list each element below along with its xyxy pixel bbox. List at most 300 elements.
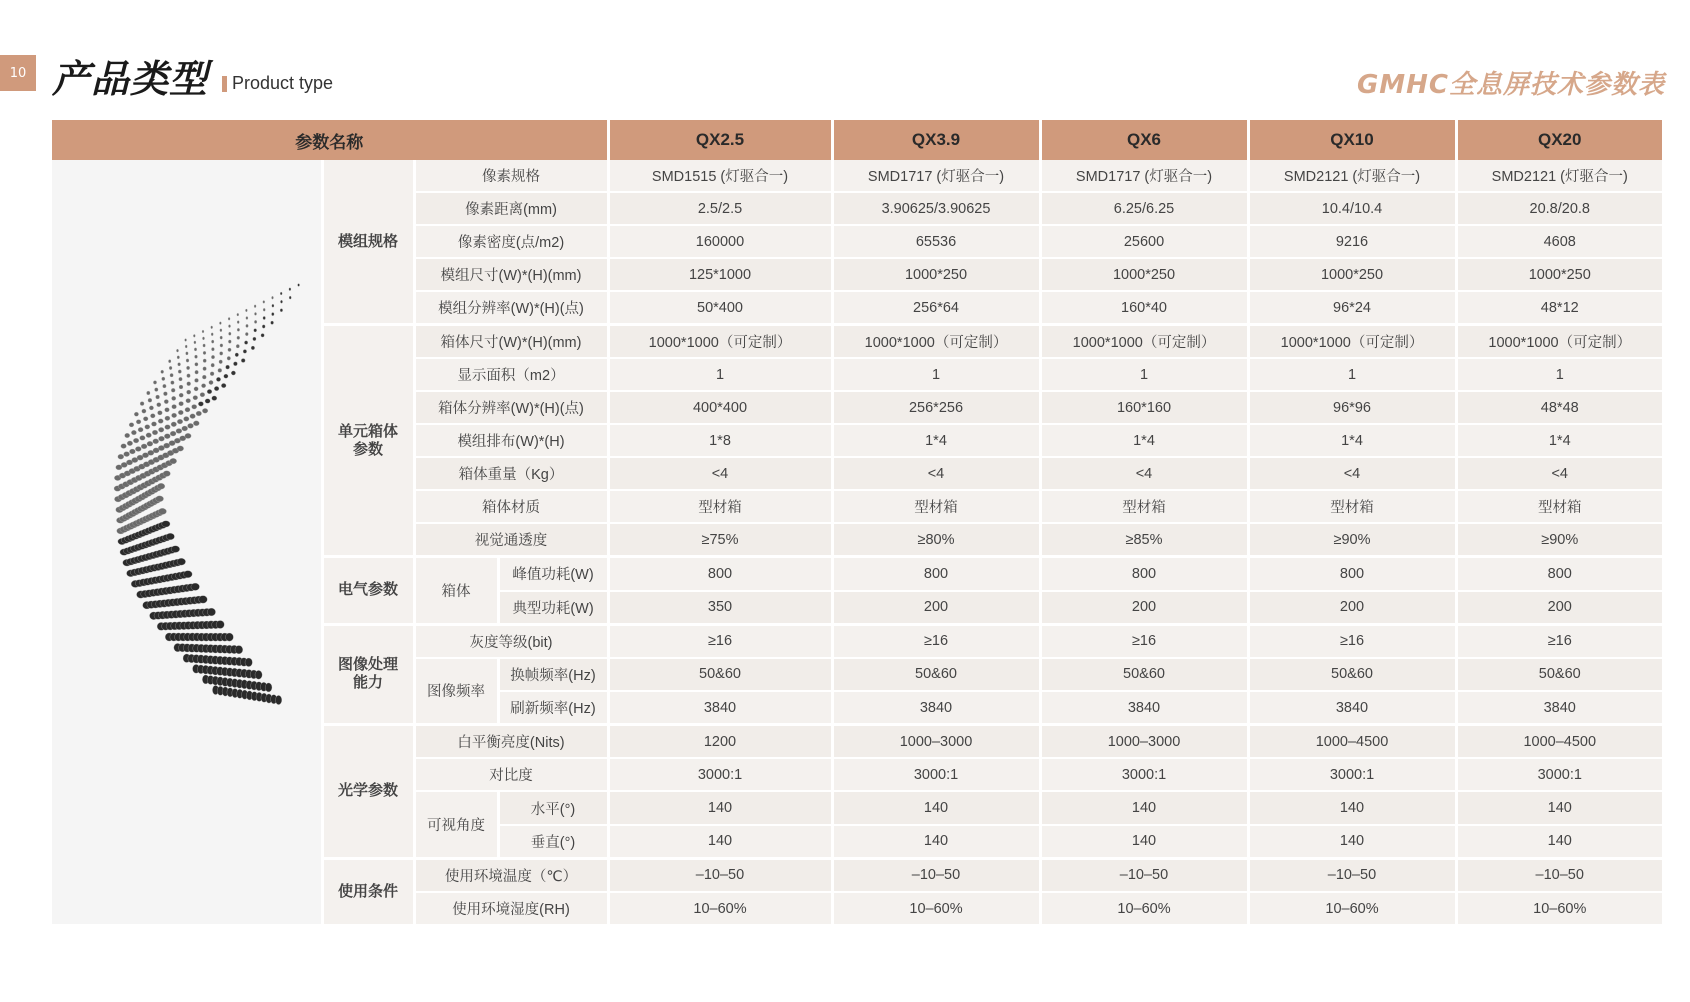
cell-value: ≥16 [1040, 624, 1248, 658]
cell-value: 96*96 [1248, 391, 1456, 424]
led-dot [275, 695, 281, 704]
header-model: QX3.9 [832, 120, 1040, 160]
led-dot [200, 393, 205, 397]
led-dot [193, 396, 198, 400]
led-dot [289, 296, 291, 299]
led-dot [203, 344, 206, 347]
cell-value: 1000–4500 [1248, 725, 1456, 759]
row-label: 白平衡亮度(Nits) [414, 725, 608, 759]
led-dot [224, 374, 228, 378]
led-dot [185, 407, 190, 412]
led-dot [246, 324, 249, 327]
led-dot [246, 317, 248, 320]
group-label-line: 能力 [352, 674, 383, 692]
led-dot [188, 423, 194, 428]
led-dot [177, 446, 184, 451]
led-dot [253, 337, 256, 341]
row-label: 箱体重量（Kg） [414, 457, 608, 490]
led-dot [164, 434, 170, 439]
cell-value: 50&60 [608, 658, 832, 691]
led-dot [221, 383, 226, 387]
led-dot [171, 546, 180, 553]
led-dot [172, 405, 177, 409]
led-dot [124, 452, 130, 457]
cell-value: 48*12 [1456, 291, 1662, 325]
cell-value: 型材箱 [1040, 490, 1248, 523]
cell-value: 1000*250 [1248, 258, 1456, 291]
row-label: 换帧频率(Hz) [498, 658, 608, 691]
led-dot [158, 411, 163, 415]
led-dot [214, 386, 219, 390]
led-dot [138, 427, 143, 432]
led-dot [192, 405, 197, 410]
led-dot [211, 363, 215, 367]
led-dot [245, 658, 252, 667]
led-dot [182, 426, 188, 431]
led-dot [263, 301, 265, 304]
led-dot [254, 329, 257, 332]
led-dot [237, 336, 240, 339]
led-dot [228, 317, 230, 320]
led-dot [179, 385, 183, 389]
row-label: 箱体分辨率(W)*(H)(点) [414, 391, 608, 424]
cell-value: 1000*250 [1040, 258, 1248, 291]
led-dot [168, 360, 171, 363]
cell-value: 10–60% [1456, 892, 1662, 925]
led-dot [165, 408, 170, 412]
led-dot [220, 336, 223, 339]
led-dot [149, 406, 153, 410]
led-dot [198, 402, 203, 407]
cell-value: 3840 [1040, 691, 1248, 725]
cell-value: 50&60 [832, 658, 1040, 691]
led-dot [209, 380, 213, 384]
cell-value: 2.5/2.5 [608, 192, 832, 225]
cell-value: 125*1000 [608, 258, 832, 291]
cell-value: 3840 [1456, 691, 1662, 725]
cell-value: 6.25/6.25 [1040, 192, 1248, 225]
cell-value: 1*4 [1040, 424, 1248, 457]
led-dot [231, 371, 235, 375]
led-dot [185, 339, 187, 342]
led-dot [129, 449, 135, 454]
cell-value: 1000*1000（可定制） [1248, 325, 1456, 359]
led-dot [187, 374, 191, 378]
row-label: 箱体尺寸(W)*(H)(mm) [414, 325, 608, 359]
led-dot [191, 583, 200, 590]
row-label: 视觉通透度 [414, 523, 608, 557]
led-dot [195, 363, 198, 367]
led-dot [176, 429, 182, 434]
cell-value: 140 [608, 791, 832, 824]
cell-value: 200 [1456, 591, 1662, 625]
group-label [322, 325, 414, 557]
cell-value: 1000*1000（可定制） [832, 325, 1040, 359]
led-dot [177, 558, 186, 565]
cell-value: SMD1515 (灯驱合一) [608, 160, 832, 192]
led-dot [237, 328, 240, 331]
led-dot [171, 422, 177, 427]
led-dot [165, 416, 170, 421]
spec-table [52, 120, 1662, 926]
row-label: 箱体材质 [414, 490, 608, 523]
row-label: 峰值功耗(W) [498, 557, 608, 591]
subgroup-label: 可视角度 [414, 791, 498, 858]
led-dot [152, 430, 158, 435]
title-accent-bar [222, 76, 227, 92]
led-dot [245, 309, 247, 312]
cell-value: 1*4 [1456, 424, 1662, 457]
cell-value: 3000:1 [832, 758, 1040, 791]
led-dot [210, 372, 214, 376]
led-dot [121, 444, 127, 449]
led-dot [186, 399, 191, 403]
led-dot [166, 533, 174, 540]
cell-value: 1000*250 [1456, 258, 1662, 291]
row-label: 像素密度(点/m2) [414, 225, 608, 258]
led-dot [186, 359, 189, 362]
cell-value: 1*4 [832, 424, 1040, 457]
group-label: 光学参数 [322, 725, 414, 859]
led-dot [211, 326, 213, 329]
cell-value: <4 [608, 457, 832, 490]
cell-value: 4608 [1456, 225, 1662, 258]
cell-value: 800 [1040, 557, 1248, 591]
led-dot [205, 399, 210, 404]
led-dot [251, 346, 255, 350]
led-dot [159, 436, 165, 441]
led-dot [211, 340, 214, 343]
cell-value: 1000–3000 [1040, 725, 1248, 759]
led-dot [135, 447, 141, 452]
led-dot [211, 333, 213, 336]
cell-value: 140 [1248, 791, 1456, 824]
row-label: 刷新频率(Hz) [498, 691, 608, 725]
led-dot [178, 370, 181, 374]
cell-value: 800 [608, 557, 832, 591]
led-dot [163, 392, 167, 396]
led-dot [177, 419, 183, 424]
led-dot [201, 384, 205, 388]
led-dot [170, 458, 177, 464]
led-dot [219, 322, 221, 325]
cell-value: 50&60 [1248, 658, 1456, 691]
led-dot [194, 341, 196, 344]
cell-value: 型材箱 [1248, 490, 1456, 523]
cell-value: –10–50 [1040, 858, 1248, 892]
led-dot [225, 633, 233, 641]
row-label: 灰度等级(bit) [414, 624, 608, 658]
led-dot [235, 646, 243, 654]
led-dot [171, 388, 175, 392]
cell-value: 140 [608, 825, 832, 859]
header-model: QX20 [1456, 120, 1662, 160]
cell-value: 160*40 [1040, 291, 1248, 325]
cell-value: –10–50 [1456, 858, 1662, 892]
cell-value: 10–60% [608, 892, 832, 925]
cell-value: 200 [1040, 591, 1248, 625]
cell-value: SMD2121 (灯驱合一) [1248, 160, 1456, 192]
cell-value: 1 [832, 358, 1040, 391]
cell-value: 3.90625/3.90625 [832, 192, 1040, 225]
product-image [52, 160, 322, 925]
cell-value: 140 [1456, 791, 1662, 824]
led-dot [272, 304, 274, 307]
led-dot [207, 389, 212, 393]
cell-value: ≥16 [1248, 624, 1456, 658]
led-dot [202, 375, 206, 379]
led-dot [237, 321, 239, 324]
led-dot [131, 430, 136, 435]
led-dot [185, 433, 191, 438]
cell-value: 140 [1040, 791, 1248, 824]
header-model: QX6 [1040, 120, 1248, 160]
cell-value: 1200 [608, 725, 832, 759]
row-label: 使用环境温度（℃） [414, 858, 608, 892]
led-dot [147, 391, 151, 395]
led-dot [142, 409, 146, 413]
led-dot [157, 483, 165, 489]
led-dot [243, 350, 247, 354]
led-dot [193, 334, 195, 337]
led-dot [162, 377, 165, 381]
led-dot [272, 313, 275, 316]
led-dot [220, 352, 223, 356]
page-title: 产品类型 [52, 57, 209, 101]
led-dot [162, 521, 170, 527]
led-dot [186, 366, 189, 370]
led-dot [187, 382, 191, 386]
cell-value: 3840 [1248, 691, 1456, 725]
header-model: QX10 [1248, 120, 1456, 160]
cell-value: 型材箱 [832, 490, 1040, 523]
led-dot [202, 330, 204, 333]
led-dot [193, 421, 199, 426]
cell-value: ≥90% [1456, 523, 1662, 557]
row-label: 模组尺寸(W)*(H)(mm) [414, 258, 608, 291]
cell-value: 3840 [832, 691, 1040, 725]
cell-value: 10–60% [1248, 892, 1456, 925]
cell-value: 型材箱 [1456, 490, 1662, 523]
led-dot [280, 300, 282, 303]
led-dot [265, 683, 272, 692]
cell-value: 3000:1 [1456, 758, 1662, 791]
cell-value: SMD1717 (灯驱合一) [1040, 160, 1248, 192]
cell-value: 140 [1040, 825, 1248, 859]
led-dot [203, 351, 206, 354]
led-dot [186, 352, 189, 355]
led-dot [127, 441, 133, 446]
led-dot [263, 308, 265, 311]
led-dot [153, 439, 159, 444]
row-label: 使用环境湿度(RH) [414, 892, 608, 925]
cell-value: 3840 [608, 691, 832, 725]
cell-value: 350 [608, 591, 832, 625]
led-dot [199, 596, 208, 604]
led-dot [220, 329, 222, 332]
led-dot [229, 332, 232, 335]
led-dot [118, 454, 124, 459]
row-label: 模组分辨率(W)*(H)(点) [414, 291, 608, 325]
row-label: 典型功耗(W) [498, 591, 608, 625]
led-dot [272, 296, 274, 299]
cell-value: 25600 [1040, 225, 1248, 258]
cell-value: 1 [1456, 358, 1662, 391]
led-dot [228, 325, 230, 328]
led-dot [194, 348, 197, 351]
cell-value: <4 [1248, 457, 1456, 490]
cell-value: 1*8 [608, 424, 832, 457]
cell-value: 20.8/20.8 [1456, 192, 1662, 225]
subgroup-label: 图像频率 [414, 658, 498, 725]
led-dot [145, 425, 150, 430]
row-label: 垂直(°) [498, 825, 608, 859]
led-dot [156, 496, 164, 502]
led-dot [156, 395, 160, 399]
cell-value: 9216 [1248, 225, 1456, 258]
led-dot [228, 340, 231, 343]
led-dot [178, 410, 183, 415]
cell-value: 1000*1000（可定制） [608, 325, 832, 359]
led-dot [261, 334, 264, 338]
led-dot [254, 305, 256, 308]
led-dot [244, 341, 247, 345]
led-dot [147, 441, 153, 446]
led-dot [177, 356, 180, 359]
led-dot [245, 332, 248, 335]
led-dot [195, 355, 198, 358]
led-dot [146, 433, 152, 438]
row-label: 对比度 [414, 758, 608, 791]
led-dot [163, 471, 170, 477]
led-dot [280, 309, 283, 312]
led-dot [129, 423, 134, 427]
led-dot [163, 384, 167, 388]
led-dot [262, 325, 265, 328]
group-label: 使用条件 [322, 858, 414, 925]
led-dot [207, 608, 215, 616]
led-dot [202, 337, 204, 340]
led-dot [228, 348, 231, 352]
led-dot [203, 367, 207, 371]
row-label: 模组排布(W)*(H) [414, 424, 608, 457]
group-label: 电气参数 [322, 557, 414, 624]
led-dot [153, 381, 156, 385]
cell-value: ≥16 [608, 624, 832, 658]
led-dot [289, 288, 291, 291]
led-dot [271, 321, 274, 324]
led-dot [241, 359, 245, 363]
cell-value: 1000–4500 [1456, 725, 1662, 759]
led-dot [185, 345, 187, 348]
led-dot [218, 368, 222, 372]
led-dot [254, 312, 256, 315]
cell-value: ≥80% [832, 523, 1040, 557]
cell-value: 48*48 [1456, 391, 1662, 424]
led-dot [216, 621, 224, 629]
group-label-line: 图像处理 [337, 656, 398, 674]
led-dot [136, 420, 141, 424]
led-dot [219, 360, 223, 364]
led-dot [280, 292, 282, 295]
led-dot [133, 438, 139, 443]
header-param-name: 参数名称 [52, 120, 608, 160]
led-dot [236, 344, 239, 348]
led-dot [194, 387, 198, 391]
table-row [52, 160, 1662, 192]
led-dot [171, 381, 175, 385]
led-dot [235, 353, 239, 357]
cell-value: 140 [1456, 825, 1662, 859]
led-dot [164, 400, 168, 404]
led-dot [227, 356, 231, 360]
led-dot [148, 398, 152, 402]
led-dot [184, 571, 193, 578]
led-dot [187, 390, 191, 394]
led-dot [179, 393, 183, 397]
led-dot [157, 403, 161, 407]
cell-value: SMD1717 (灯驱合一) [832, 160, 1040, 192]
led-dot [125, 433, 130, 438]
group-label: 模组规格 [322, 160, 414, 325]
led-dot [179, 377, 183, 381]
cell-value: 1 [608, 358, 832, 391]
cell-value: <4 [1456, 457, 1662, 490]
led-dot [255, 670, 262, 679]
led-dot [155, 388, 159, 392]
group-label-line: 单元箱体 [337, 422, 398, 440]
led-dot [298, 284, 300, 287]
led-dot [190, 414, 196, 419]
cell-value: ≥85% [1040, 523, 1248, 557]
led-dot [140, 402, 144, 406]
led-dot [220, 344, 223, 347]
led-dot [195, 378, 199, 382]
cell-value: 160*160 [1040, 391, 1248, 424]
cell-value: –10–50 [1248, 858, 1456, 892]
document-title: GMHC全息屏技术参数表 [1356, 70, 1665, 100]
group-label-line: 参数 [352, 440, 383, 458]
page-subtitle: Product type [232, 73, 334, 93]
table-header-row [52, 120, 1662, 160]
cell-value: 1 [1248, 358, 1456, 391]
page-number: 10 [0, 55, 36, 91]
cell-value: 160000 [608, 225, 832, 258]
led-dot [216, 377, 220, 381]
row-label: 水平(°) [498, 791, 608, 824]
led-dot [237, 313, 239, 316]
cell-value: 10.4/10.4 [1248, 192, 1456, 225]
led-dot [141, 444, 147, 449]
led-dot [179, 402, 184, 406]
led-dot [254, 320, 257, 323]
led-dot [226, 365, 230, 369]
group-label [322, 624, 414, 725]
header-model: QX2.5 [608, 120, 832, 160]
row-label: 像素规格 [414, 160, 608, 192]
cell-value: 200 [1248, 591, 1456, 625]
cell-value: ≥75% [608, 523, 832, 557]
cell-value: 400*400 [608, 391, 832, 424]
led-dot [263, 316, 266, 319]
cell-value: 50*400 [608, 291, 832, 325]
cell-value: 65536 [832, 225, 1040, 258]
cell-value: 50&60 [1456, 658, 1662, 691]
led-dot [196, 411, 202, 416]
cell-value: 256*256 [832, 391, 1040, 424]
led-dot [158, 419, 163, 424]
cell-value: 3000:1 [1040, 758, 1248, 791]
